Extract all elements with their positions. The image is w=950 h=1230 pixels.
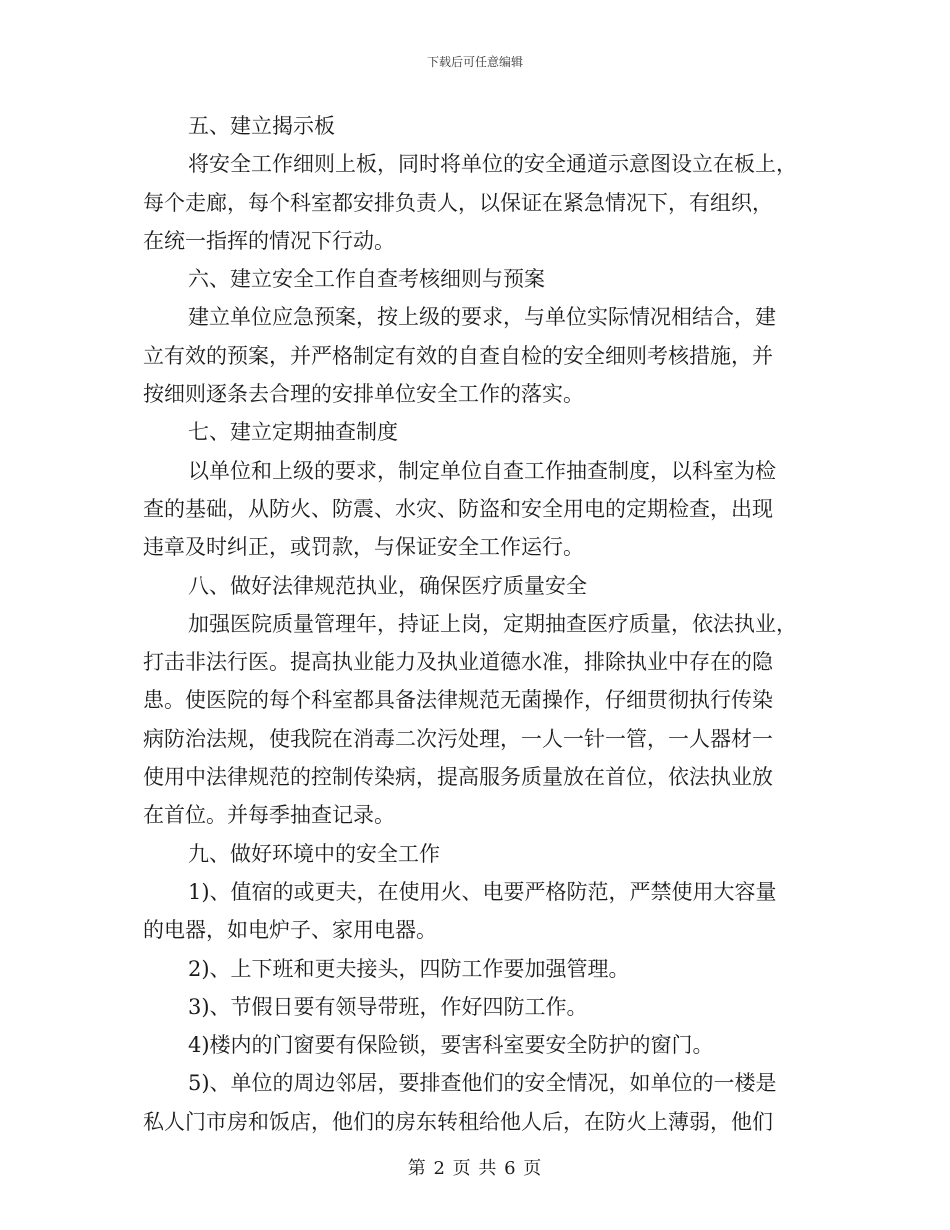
section-heading-6: 六、建立安全工作自查考核细则与预案 <box>188 267 545 292</box>
list-item-5: 5)、单位的周边邻居，要排查他们的安全情况，如单位的一楼是 <box>188 1071 777 1096</box>
list-item-1: 1)、值宿的或更夫，在使用火、电要严格防范，严禁使用大容量 <box>188 879 777 904</box>
paragraph-line: 每个走廊，每个科室都安排负责人，以保证在紧急情况下，有组织， <box>143 190 773 215</box>
section-heading-7: 七、建立定期抽查制度 <box>188 420 398 445</box>
paragraph-line: 违章及时纠正，或罚款，与保证安全工作运行。 <box>143 535 584 560</box>
paragraph-line: 建立单位应急预案，按上级的要求，与单位实际情况相结合，建 <box>188 305 776 330</box>
paragraph-line: 按细则逐条去合理的安排单位安全工作的落实。 <box>143 382 584 407</box>
list-item-3: 3)、节假日要有领导带班，作好四防工作。 <box>188 994 588 1019</box>
section-heading-5: 五、建立揭示板 <box>188 114 335 138</box>
paragraph-line: 立有效的预案，并严格制定有效的自查自检的安全细则考核措施，并 <box>143 343 773 368</box>
list-item-4: 4)楼内的门窗要有保险锁，要害科室要安全防护的窗门。 <box>188 1033 714 1058</box>
paragraph-line: 使用中法律规范的控制传染病，提高服务质量放在首位，依法执业放 <box>143 765 773 790</box>
paragraph-line: 以单位和上级的要求，制定单位自查工作抽查制度，以科室为检 <box>188 458 776 483</box>
paragraph-line: 将安全工作细则上板，同时将单位的安全通道示意图设立在板上， <box>188 152 797 177</box>
paragraph-line: 在首位。并每季抽查记录。 <box>143 803 395 828</box>
paragraph-line: 在统一指挥的情况下行动。 <box>143 228 395 253</box>
document-body <box>143 107 813 1141</box>
page-number: 第 2 页 共 6 页 <box>407 1158 543 1179</box>
page-header: 下载后可任意编辑 <box>426 55 523 69</box>
list-item-1-continued: 的电器，如电炉子、家用电器。 <box>143 918 437 943</box>
paragraph-line: 打击非法行医。提高执业能力及执业道德水准，排除执业中存在的隐 <box>143 650 773 675</box>
paragraph-line: 加强医院质量管理年，持证上岗，定期抽查医疗质量，依法执业， <box>188 611 797 636</box>
section-heading-9: 九、做好环境中的安全工作 <box>188 841 440 866</box>
section-heading-8: 八、做好法律规范执业，确保医疗质量安全 <box>188 573 587 598</box>
list-item-5-continued: 私人门市房和饭店，他们的房东转租给他人后，在防火上薄弱，他们 <box>143 1109 773 1134</box>
paragraph-line: 病防治法规，使我院在消毒二次污处理，一人一针一管，一人器材一 <box>143 726 773 751</box>
paragraph-line: 患。使医院的每个科室都具备法律规范无菌操作，仔细贯彻执行传染 <box>143 688 773 713</box>
paragraph-line: 查的基础，从防火、防震、水灾、防盗和安全用电的定期检查，出现 <box>143 496 773 521</box>
list-item-2: 2)、上下班和更夫接头，四防工作要加强管理。 <box>188 956 630 981</box>
